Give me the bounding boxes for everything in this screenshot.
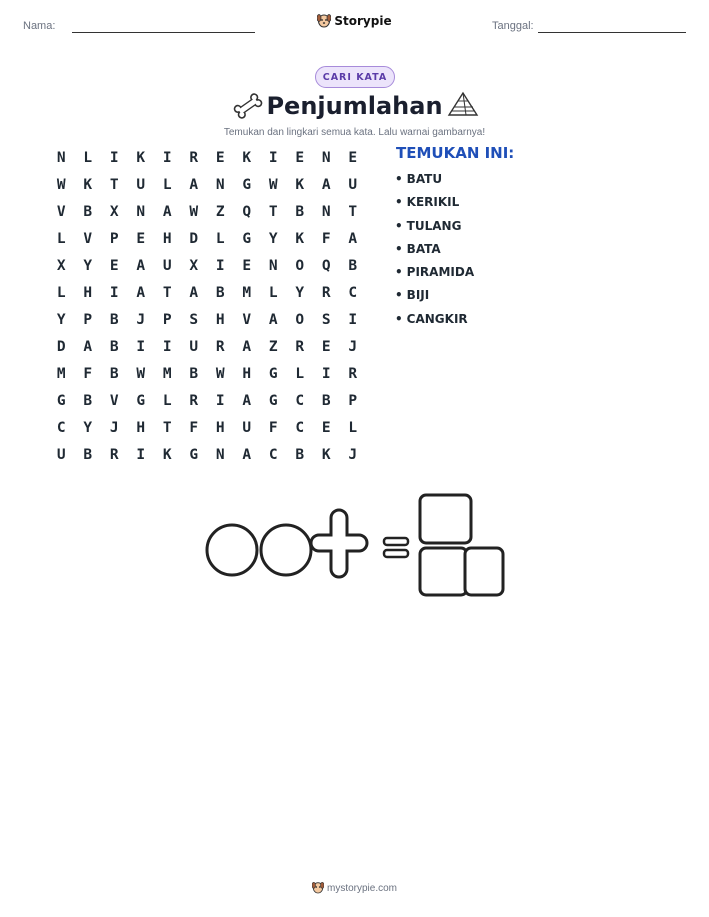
grid-letter[interactable]: P <box>348 393 358 409</box>
grid-letter[interactable]: B <box>189 366 199 382</box>
grid-letter[interactable]: T <box>162 420 172 436</box>
grid-row <box>48 283 366 310</box>
grid-letter[interactable]: M <box>162 366 172 382</box>
grid-letter[interactable]: E <box>321 339 331 355</box>
name-label: Nama: <box>23 20 56 32</box>
grid-row <box>48 391 366 418</box>
grid-letter[interactable]: A <box>242 447 252 463</box>
grid-letter[interactable]: I <box>215 393 225 409</box>
grid-row <box>48 310 366 337</box>
grid-letter[interactable]: B <box>348 258 358 274</box>
grid-letter[interactable]: I <box>162 339 172 355</box>
word-list-item <box>395 242 474 265</box>
circle-shape <box>261 525 311 575</box>
square-shape <box>465 548 503 595</box>
grid-letter[interactable]: B <box>321 393 331 409</box>
grid-letter[interactable]: L <box>348 420 358 436</box>
grid-row <box>48 364 366 391</box>
grid-letter[interactable]: C <box>295 420 305 436</box>
grid-letter[interactable]: I <box>109 285 119 301</box>
grid-letter[interactable]: A <box>321 177 331 193</box>
grid-letter[interactable]: G <box>268 393 278 409</box>
grid-letter[interactable]: B <box>83 447 93 463</box>
grid-row <box>48 202 366 229</box>
grid-letter[interactable]: H <box>162 231 172 247</box>
grid-letter[interactable]: B <box>295 204 305 220</box>
pyramid-icon <box>446 91 480 123</box>
dog-mascot-icon <box>317 12 331 31</box>
grid-letter[interactable]: K <box>136 150 146 166</box>
grid-letter[interactable]: Y <box>83 258 93 274</box>
grid-letter[interactable]: T <box>162 285 172 301</box>
grid-letter[interactable]: R <box>189 393 199 409</box>
grid-letter[interactable]: R <box>189 150 199 166</box>
grid-letter[interactable]: D <box>189 231 199 247</box>
grid-letter[interactable]: X <box>109 204 119 220</box>
grid-letter[interactable]: L <box>215 231 225 247</box>
page-title: Penjumlahan <box>266 92 443 120</box>
grid-letter[interactable]: Y <box>56 312 66 328</box>
plus-sign <box>311 510 367 577</box>
bullet: • <box>395 172 403 186</box>
grid-letter[interactable]: G <box>242 177 252 193</box>
word-list-item <box>395 195 474 218</box>
grid-letter[interactable]: N <box>56 150 66 166</box>
grid-letter[interactable]: P <box>162 312 172 328</box>
grid-letter[interactable]: C <box>268 447 278 463</box>
grid-letter[interactable]: T <box>348 204 358 220</box>
grid-letter[interactable]: X <box>56 258 66 274</box>
grid-letter[interactable]: G <box>268 366 278 382</box>
grid-letter[interactable]: T <box>268 204 278 220</box>
grid-letter[interactable]: Z <box>268 339 278 355</box>
word-label: CANGKIR <box>406 311 468 326</box>
grid-letter[interactable]: I <box>215 258 225 274</box>
grid-row <box>48 148 366 175</box>
grid-letter[interactable]: U <box>162 258 172 274</box>
grid-letter[interactable]: I <box>136 339 146 355</box>
grid-letter[interactable]: J <box>348 447 358 463</box>
category-badge: CARI KATA <box>315 66 395 88</box>
grid-letter[interactable]: V <box>83 231 93 247</box>
grid-letter[interactable]: A <box>189 177 199 193</box>
grid-letter[interactable]: K <box>295 231 305 247</box>
grid-letter[interactable]: G <box>56 393 66 409</box>
name-line <box>72 32 255 33</box>
word-list <box>395 172 474 335</box>
grid-letter[interactable]: K <box>162 447 172 463</box>
grid-letter[interactable]: O <box>295 312 305 328</box>
grid-letter[interactable]: Z <box>215 204 225 220</box>
grid-letter[interactable]: F <box>83 366 93 382</box>
grid-letter[interactable]: I <box>136 447 146 463</box>
grid-letter[interactable]: M <box>242 285 252 301</box>
word-label: KERIKIL <box>406 195 460 210</box>
grid-row <box>48 229 366 256</box>
word-search-grid <box>48 148 366 472</box>
grid-letter[interactable]: L <box>56 285 66 301</box>
grid-letter[interactable]: E <box>109 258 119 274</box>
grid-row <box>48 175 366 202</box>
word-label: PIRAMIDA <box>406 265 475 280</box>
grid-letter[interactable]: A <box>83 339 93 355</box>
grid-letter[interactable]: A <box>162 204 172 220</box>
word-list-item <box>395 219 474 242</box>
bullet: • <box>395 265 403 280</box>
grid-row <box>48 418 366 445</box>
grid-letter[interactable]: L <box>162 393 172 409</box>
grid-letter[interactable]: V <box>242 312 252 328</box>
grid-letter[interactable]: I <box>268 150 278 166</box>
equals-bar <box>384 550 408 557</box>
grid-letter[interactable]: R <box>215 339 225 355</box>
footer <box>0 880 709 897</box>
circle-shape <box>207 525 257 575</box>
word-list-item <box>395 288 474 311</box>
word-label: BIJI <box>406 288 430 303</box>
grid-letter[interactable]: A <box>242 339 252 355</box>
grid-letter[interactable]: U <box>136 177 146 193</box>
grid-row <box>48 256 366 283</box>
grid-letter[interactable]: I <box>348 312 358 328</box>
grid-letter[interactable]: B <box>215 285 225 301</box>
grid-letter[interactable]: A <box>189 285 199 301</box>
brand-name: Storypie <box>334 14 392 28</box>
word-label: BATU <box>406 172 443 186</box>
word-label: BATA <box>406 241 441 256</box>
equals-bar <box>384 538 408 545</box>
grid-letter[interactable]: K <box>321 447 331 463</box>
grid-letter[interactable]: J <box>136 312 146 328</box>
grid-letter[interactable]: H <box>215 312 225 328</box>
grid-letter[interactable]: I <box>321 366 331 382</box>
grid-letter[interactable]: E <box>321 420 331 436</box>
square-shape <box>420 495 471 543</box>
grid-letter[interactable]: I <box>109 150 119 166</box>
word-list-item <box>395 265 474 288</box>
grid-letter[interactable]: H <box>83 285 93 301</box>
grid-letter[interactable]: A <box>136 258 146 274</box>
bullet: • <box>395 218 403 233</box>
grid-letter[interactable]: L <box>295 366 305 382</box>
grid-letter[interactable]: W <box>136 366 146 382</box>
grid-letter[interactable]: K <box>242 150 252 166</box>
grid-letter[interactable]: H <box>242 366 252 382</box>
grid-letter[interactable]: E <box>215 150 225 166</box>
word-list-item <box>395 312 474 335</box>
grid-letter[interactable]: I <box>162 150 172 166</box>
grid-letter[interactable]: V <box>109 393 119 409</box>
grid-letter[interactable]: F <box>189 420 199 436</box>
grid-letter[interactable]: S <box>321 312 331 328</box>
grid-letter[interactable]: X <box>189 258 199 274</box>
brand-logo <box>0 12 709 31</box>
grid-letter[interactable]: L <box>56 231 66 247</box>
footer-url[interactable]: mystorypie.com <box>326 883 397 895</box>
find-list-title: TEMUKAN INI: <box>396 144 515 162</box>
grid-letter[interactable]: G <box>242 231 252 247</box>
grid-letter[interactable]: Q <box>242 204 252 220</box>
grid-row <box>48 337 366 364</box>
grid-letter[interactable]: B <box>109 339 119 355</box>
grid-row <box>48 445 366 472</box>
grid-letter[interactable]: R <box>109 447 119 463</box>
word-label: TULANG <box>406 218 462 233</box>
grid-letter[interactable]: B <box>109 312 119 328</box>
grid-letter[interactable]: V <box>56 204 66 220</box>
grid-letter[interactable]: N <box>321 204 331 220</box>
addition-illustration <box>200 490 510 609</box>
grid-letter[interactable]: P <box>109 231 119 247</box>
grid-letter[interactable]: U <box>56 447 66 463</box>
grid-letter[interactable]: W <box>215 366 225 382</box>
grid-letter[interactable]: C <box>348 285 358 301</box>
grid-letter[interactable]: K <box>295 177 305 193</box>
grid-letter[interactable]: O <box>295 258 305 274</box>
bullet: • <box>395 241 403 256</box>
grid-letter[interactable]: L <box>83 150 93 166</box>
grid-letter[interactable]: B <box>83 204 93 220</box>
grid-letter[interactable]: A <box>268 312 278 328</box>
grid-letter[interactable]: E <box>348 150 358 166</box>
grid-letter[interactable]: A <box>136 285 146 301</box>
grid-letter[interactable]: N <box>215 447 225 463</box>
grid-letter[interactable]: U <box>348 177 358 193</box>
bullet: • <box>395 195 403 210</box>
date-line <box>538 32 686 33</box>
grid-letter[interactable]: G <box>136 393 146 409</box>
grid-letter[interactable]: C <box>56 420 66 436</box>
word-list-item <box>395 172 474 195</box>
instructions: Temukan dan lingkari semua kata. Lalu warnai gambarnya! <box>223 127 486 138</box>
date-label: Tanggal: <box>492 20 534 32</box>
grid-letter[interactable]: D <box>56 339 66 355</box>
grid-letter[interactable]: K <box>83 177 93 193</box>
grid-letter[interactable]: B <box>83 393 93 409</box>
grid-letter[interactable]: J <box>348 339 358 355</box>
dog-mascot-icon <box>312 880 324 897</box>
grid-letter[interactable]: L <box>268 285 278 301</box>
grid-letter[interactable]: Y <box>268 231 278 247</box>
grid-letter[interactable]: N <box>136 204 146 220</box>
grid-letter[interactable]: E <box>242 258 252 274</box>
square-shape <box>420 548 467 595</box>
grid-letter[interactable]: Y <box>83 420 93 436</box>
grid-letter[interactable]: N <box>321 150 331 166</box>
grid-letter[interactable]: N <box>268 258 278 274</box>
grid-letter[interactable]: G <box>189 447 199 463</box>
bullet: • <box>395 288 403 303</box>
grid-letter[interactable]: L <box>162 177 172 193</box>
grid-letter[interactable]: A <box>348 231 358 247</box>
grid-letter[interactable]: F <box>268 420 278 436</box>
grid-letter[interactable]: R <box>295 339 305 355</box>
grid-letter[interactable]: W <box>56 177 66 193</box>
grid-letter[interactable]: B <box>295 447 305 463</box>
grid-letter[interactable]: H <box>136 420 146 436</box>
grid-letter[interactable]: N <box>215 177 225 193</box>
grid-letter[interactable]: U <box>242 420 252 436</box>
grid-letter[interactable]: C <box>295 393 305 409</box>
grid-letter[interactable]: S <box>189 312 199 328</box>
grid-letter[interactable]: H <box>215 420 225 436</box>
grid-letter[interactable]: T <box>109 177 119 193</box>
grid-letter[interactable]: M <box>56 366 66 382</box>
grid-letter[interactable]: Q <box>321 258 331 274</box>
grid-letter[interactable]: R <box>321 285 331 301</box>
grid-letter[interactable]: J <box>109 420 119 436</box>
grid-letter[interactable]: F <box>321 231 331 247</box>
bullet: • <box>395 311 403 326</box>
grid-letter[interactable]: Y <box>295 285 305 301</box>
grid-letter[interactable]: E <box>136 231 146 247</box>
grid-letter[interactable]: U <box>189 339 199 355</box>
grid-letter[interactable]: B <box>109 366 119 382</box>
grid-letter[interactable]: W <box>189 204 199 220</box>
grid-letter[interactable]: R <box>348 366 358 382</box>
grid-letter[interactable]: P <box>83 312 93 328</box>
grid-letter[interactable]: A <box>242 393 252 409</box>
grid-letter[interactable]: E <box>295 150 305 166</box>
grid-letter[interactable]: W <box>268 177 278 193</box>
